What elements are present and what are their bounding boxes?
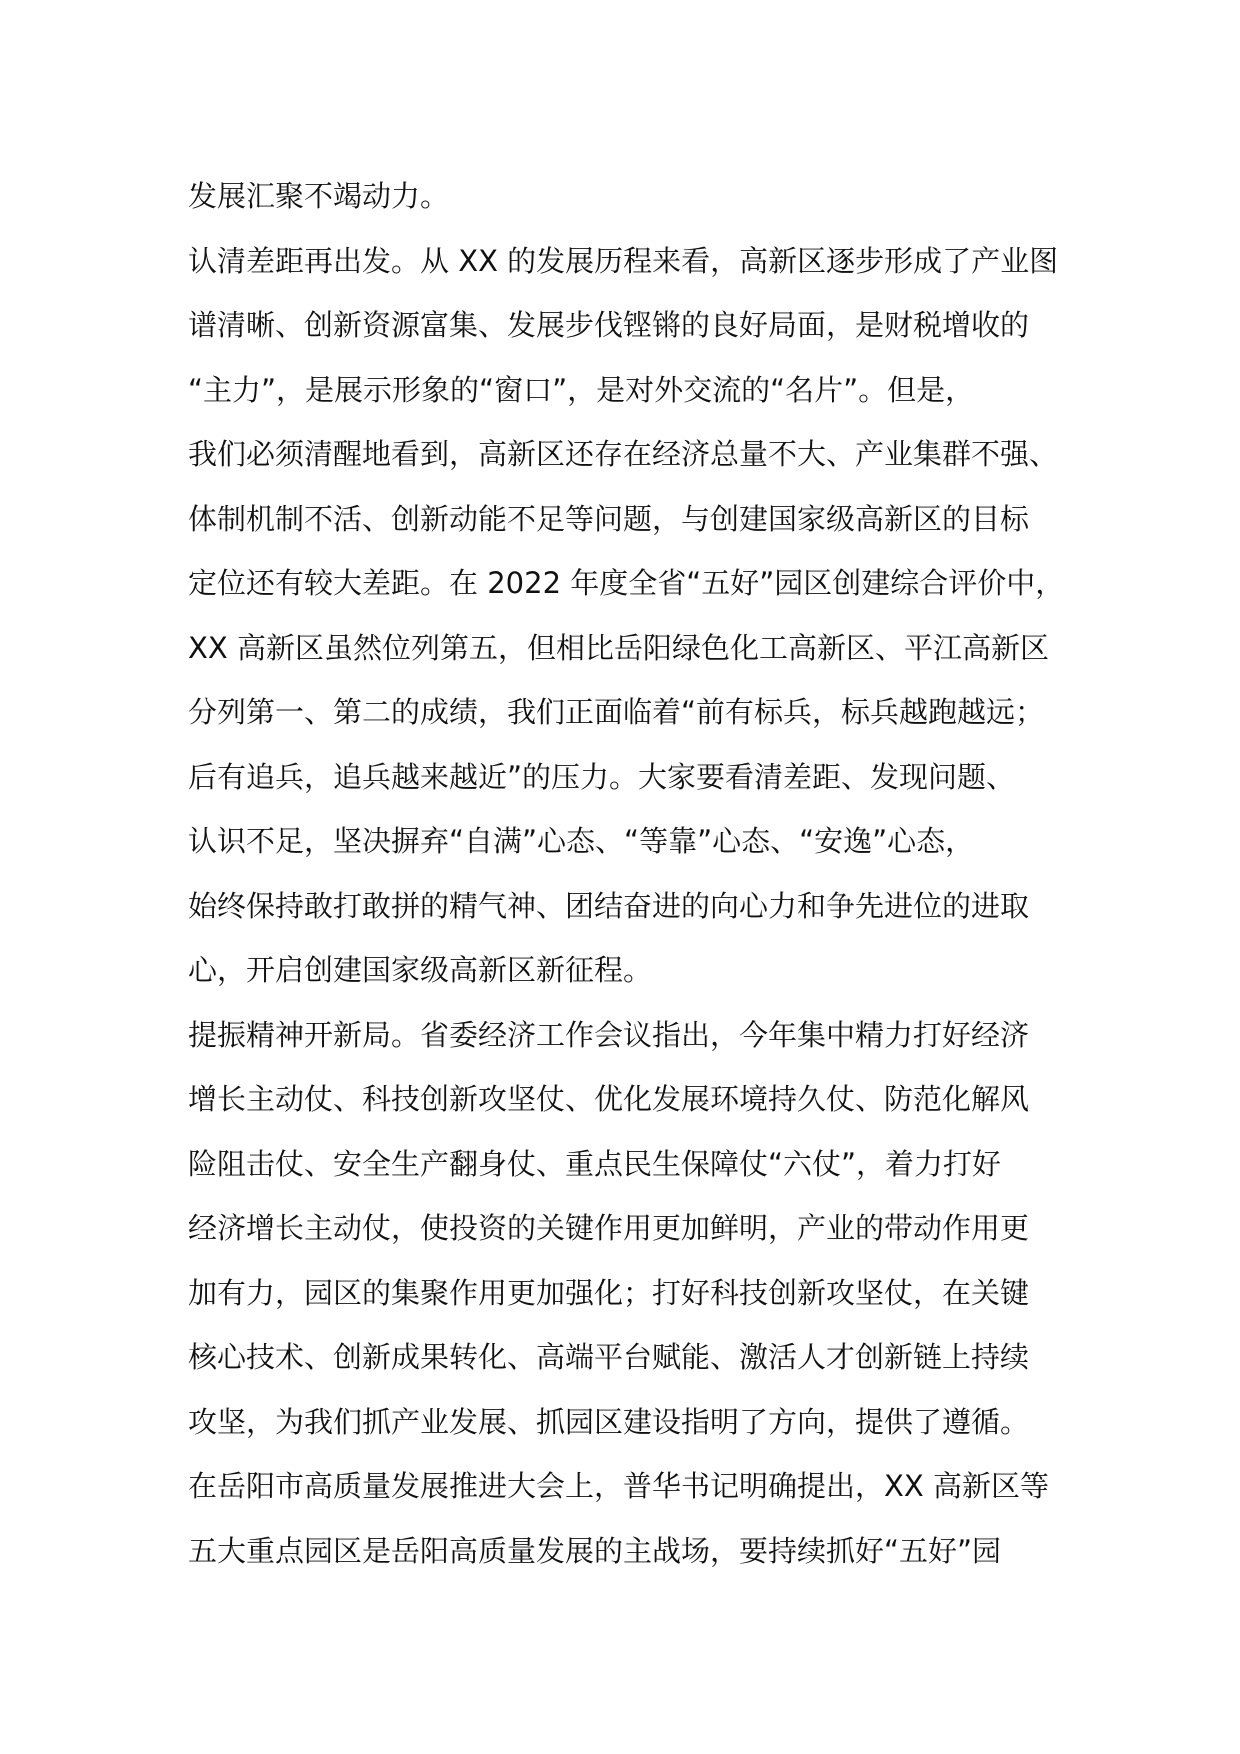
text-line: 定位还有较大差距。在 2022 年度全省“五好”园区创建综合评价中，	[188, 566, 1065, 600]
text-line: “主力”，是展示形象的“窗口”，是对外交流的“名片”。但是，	[188, 372, 975, 407]
text-line: 在岳阳市高质量发展推进大会上，普华书记明确提出，XX 高新区等	[188, 1469, 1049, 1503]
text-line: 谱清晰、创新资源富集、发展步伐铿锵的良好局面，是财税增收的	[188, 308, 1030, 342]
text-line: 提振精神开新局。省委经济工作会议指出，今年集中精力打好经济	[188, 1017, 1030, 1052]
text-line: 始终保持敢打敢拼的精气神、团结奋进的向心力和争先进位的进取	[188, 888, 1030, 923]
text-line: 发展汇聚不竭动力。	[188, 179, 450, 213]
text-line: 体制机制不活、创新动能不足等问题，与创建国家级高新区的目标	[188, 501, 1030, 536]
text-line: 攻坚，为我们抓产业发展、抓园区建设指明了方向，提供了遵循。	[188, 1404, 1030, 1439]
text-line: 险阻击仗、安全生产翻身仗、重点民生保障仗“六仗”，着力打好	[188, 1146, 1002, 1181]
text-line: 加有力，园区的集聚作用更加强化；打好科技创新攻坚仗，在关键	[188, 1275, 1030, 1310]
text-line: 后有追兵，追兵越来越近”的压力。大家要看清差距、发现问题、	[188, 759, 1016, 794]
text-line: 我们必须清醒地看到，高新区还存在经济总量不大、产业集群不强、	[188, 437, 1059, 471]
text-line: 核心技术、创新成果转化、高端平台赋能、激活人才创新链上持续	[188, 1340, 1030, 1374]
text-line: 分列第一、第二的成绩，我们正面临着“前有标兵，标兵越跑越远；	[188, 695, 1045, 729]
text-line: 增长主动仗、科技创新攻坚仗、优化发展环境持久仗、防范化解风	[188, 1082, 1030, 1116]
text-line: 认识不足，坚决摒弃“自满”心态、“等靠”心态、“安逸”心态，	[188, 824, 975, 858]
text-line: 经济增长主动仗，使投资的关键作用更加鲜明，产业的带动作用更	[188, 1211, 1030, 1245]
text-line: XX 高新区虽然位列第五，但相比岳阳绿色化工高新区、平江高新区	[188, 630, 1049, 665]
body-text	[188, 164, 1088, 1583]
text-line: 认清差距再出发。从 XX 的发展历程来看，高新区逐步形成了产业图	[188, 243, 1059, 278]
text-line: 五大重点园区是岳阳高质量发展的主战场，要持续抓好“五好”园	[188, 1533, 1002, 1568]
text-line: 心，开启创建国家级高新区新征程。	[188, 953, 653, 987]
